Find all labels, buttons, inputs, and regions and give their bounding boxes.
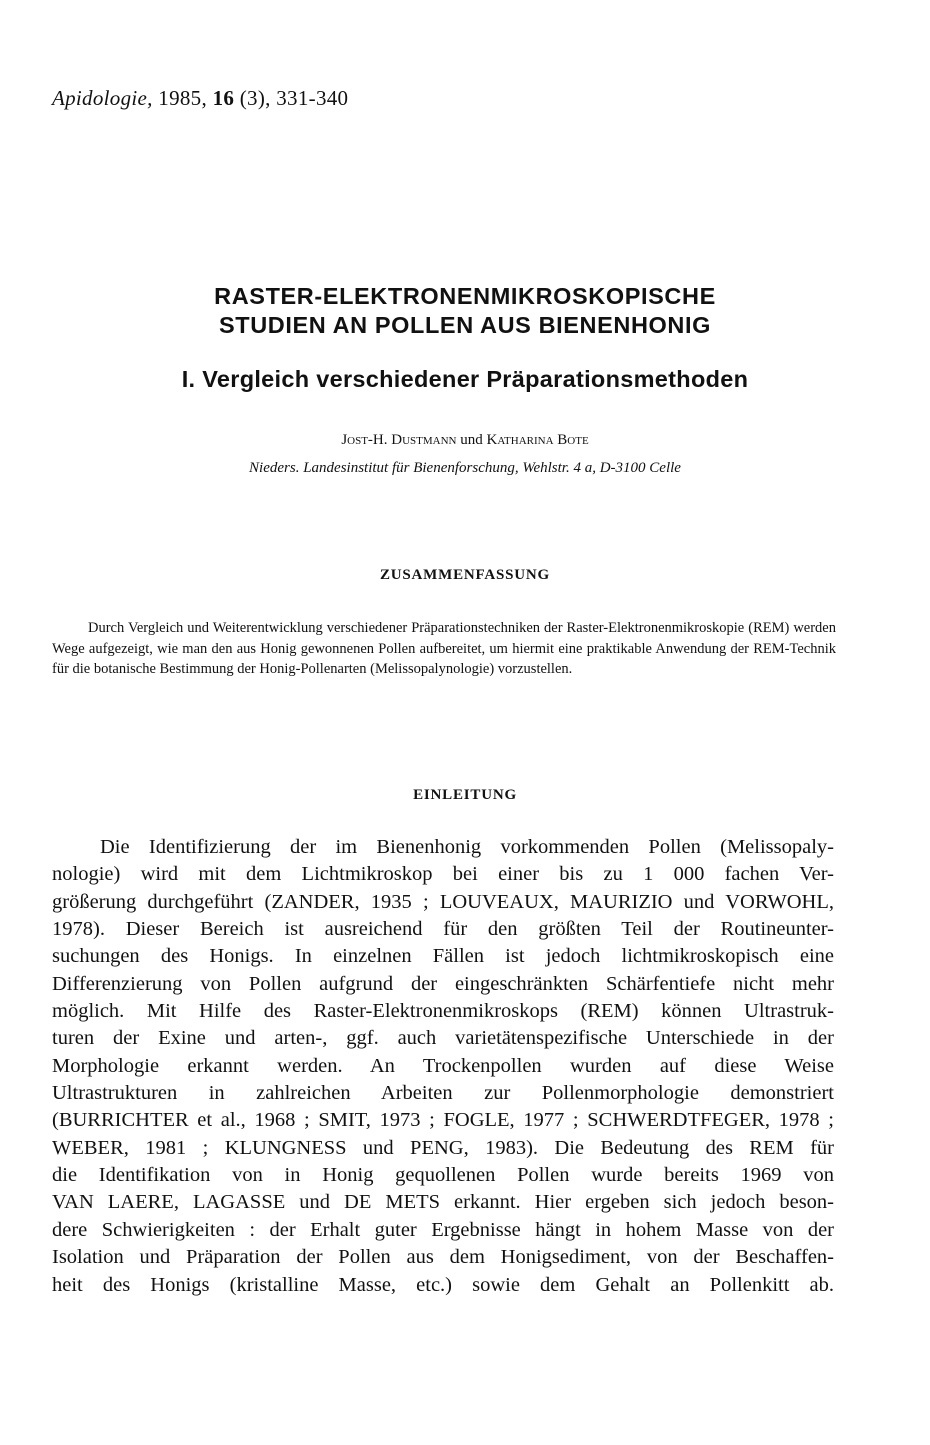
subtitle: I. Vergleich verschiedener Präparationsmethoden xyxy=(181,366,749,392)
body-line: möglich. Mit Hilfe des Raster-Elektronenmikroskops (REM) können Ultrastruk- xyxy=(52,1000,834,1023)
body-line: dere Schwierigkeiten : der Erhalt guter Ergebnisse hängt in hohem Masse von der xyxy=(52,1218,834,1241)
body-line: Isolation und Präparation der Pollen aus dem Honigsediment, von der Beschaffen- xyxy=(52,1246,834,1269)
author-2: Katharina Bote xyxy=(486,432,589,448)
body-line: turen der Exine und arten-, ggf. auch varietätenspezifische Unterschiede in der xyxy=(52,1027,834,1050)
intro-heading: EINLEITUNG xyxy=(413,787,517,803)
body-line: suchungen des Honigs. In einzelnen Fällen ist jedoch lichtmikroskopisch eine xyxy=(52,945,834,968)
author-conjunction: und xyxy=(460,432,483,448)
intro-paragraph xyxy=(52,834,834,1299)
summary-paragraph: Durch Vergleich und Weiterentwicklung verschiedener Präparationstechniken der Raster-Elektronenmikroskopie (REM) werden Wege aufgezeigt, wie man den aus Honig gewonnenen Pollen aufbereitet, um hiermit eine praktikable Anwendung der REM-Technik für die botanische Bestimmung der Honig-Pollenarten (Melissopalynologie) vorzustellen. xyxy=(52,620,836,677)
title-line-1: RASTER-ELEKTRONENMIKROSKOPISCHE xyxy=(214,283,716,309)
journal-name: Apidologie, xyxy=(52,86,153,110)
body-line: nologie) wird mit dem Lichtmikroskop bei einer bis zu 1 000 fachen Ver- xyxy=(52,863,834,886)
body-line: 1978). Dieser Bereich ist ausreichend für den größten Teil der Routineunter- xyxy=(52,918,834,941)
title-block xyxy=(0,282,930,393)
issue: (3), xyxy=(239,86,271,110)
page-range: 331-340 xyxy=(276,86,349,110)
year: 1985, xyxy=(158,86,208,110)
body-line: Ultrastrukturen in zahlreichen Arbeiten zur Pollenmorphologie demonstriert xyxy=(52,1082,834,1105)
body-line: WEBER, 1981 ; KLUNGNESS und PENG, 1983). Die Bedeutung des REM für xyxy=(52,1136,834,1159)
body-line: Die Identifizierung der im Bienenhonig vorkommenden Pollen (Melissopaly- xyxy=(100,836,834,858)
author-line xyxy=(0,432,930,449)
body-line: heit des Honigs (kristalline Masse, etc.) sowie dem Gehalt an Pollenkitt ab. xyxy=(52,1273,834,1296)
body-line: Differenzierung von Pollen aufgrund der eingeschränkten Schärfentiefe nicht mehr xyxy=(52,972,834,995)
citation-line xyxy=(52,86,348,111)
body-line: die Identifikation von in Honig gequollenen Pollen wurde bereits 1969 von xyxy=(52,1164,834,1187)
body-line: Morphologie erkannt werden. An Trockenpollen wurden auf diese Weise xyxy=(52,1054,834,1077)
body-line: VAN LAERE, LAGASSE und DE METS erkannt. Hier ergeben sich jedoch beson- xyxy=(52,1191,834,1214)
author-1: Jost-H. Dustmann xyxy=(341,432,457,448)
title-line-2: STUDIEN AN POLLEN AUS BIENENHONIG xyxy=(218,312,711,338)
affiliation: Nieders. Landesinstitut für Bienenforschung, Wehlstr. 4 a, D-3100 Celle xyxy=(249,460,681,476)
volume: 16 xyxy=(212,86,235,110)
body-line: größerung durchgeführt (ZANDER, 1935 ; LOUVEAUX, MAURIZIO und VORWOHL, xyxy=(52,890,834,913)
body-line: (BURRICHTER et al., 1968 ; SMIT, 1973 ; FOGLE, 1977 ; SCHWERDTFEGER, 1978 ; xyxy=(52,1109,834,1132)
summary-heading: ZUSAMMENFASSUNG xyxy=(379,567,551,583)
